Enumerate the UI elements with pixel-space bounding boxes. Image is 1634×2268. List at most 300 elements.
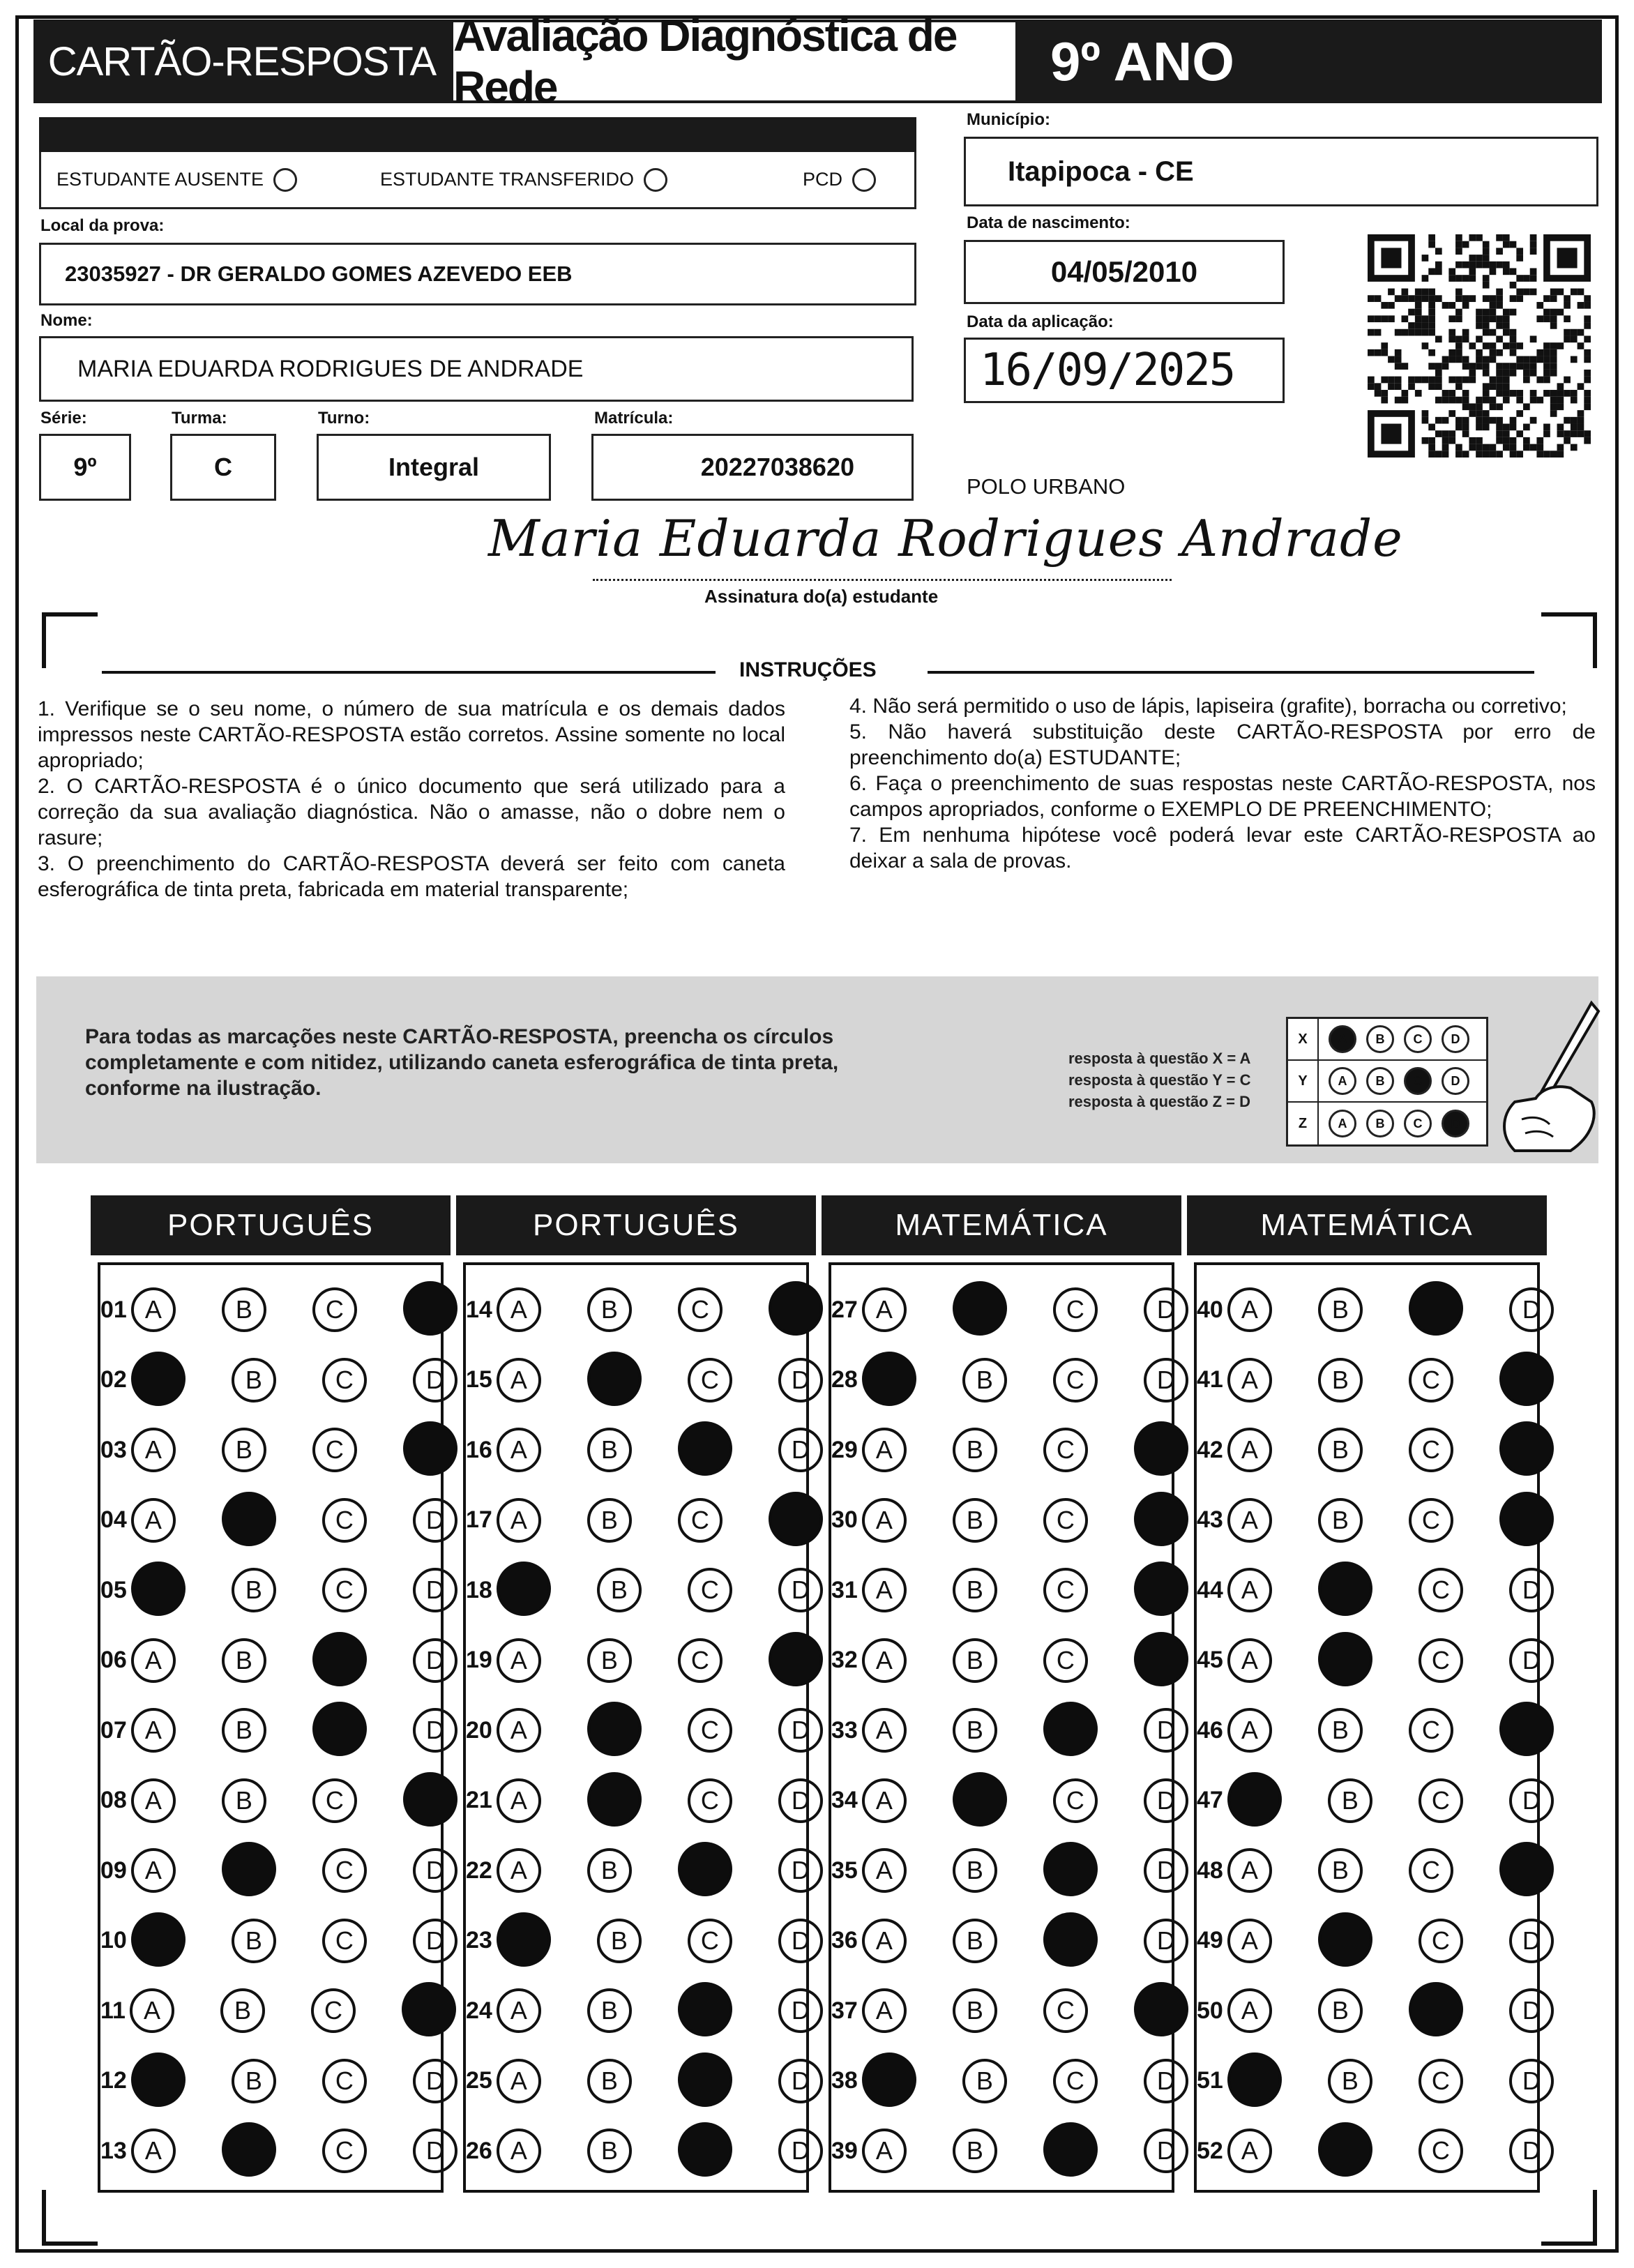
answer-bubble-b[interactable]: B: [597, 1568, 642, 1612]
answer-options: [1227, 1564, 1554, 1616]
answer-bubble-b[interactable]: B: [222, 1778, 266, 1823]
nome-field: [39, 336, 914, 402]
answer-bubble-c[interactable]: C: [1053, 2059, 1098, 2103]
example-bubble-a: A: [1329, 1110, 1356, 1137]
aplicacao-field[interactable]: [964, 338, 1285, 403]
answer-bubble-d[interactable]: D: [1144, 1708, 1188, 1753]
answer-bubble-d[interactable]: D: [413, 2129, 457, 2173]
answer-bubble-c[interactable]: C: [1419, 2129, 1463, 2173]
answer-bubble-a[interactable]: [131, 1562, 186, 1616]
serie-label: Série:: [40, 409, 87, 428]
answer-bubble-b[interactable]: B: [1318, 1498, 1363, 1543]
answer-options: [497, 2055, 823, 2107]
answer-bubble-c[interactable]: C: [1409, 1358, 1453, 1403]
answer-bubble-b[interactable]: [1318, 1562, 1372, 1616]
question-number: 39: [831, 2137, 858, 2164]
question-row: [1197, 1626, 1541, 1695]
answer-bubble-b[interactable]: [587, 1702, 642, 1756]
answer-options: [131, 1635, 457, 1686]
answer-bubble-d[interactable]: [1499, 1352, 1554, 1406]
answer-bubble-a[interactable]: A: [862, 1568, 907, 1612]
answer-bubble-b[interactable]: B: [962, 1358, 1007, 1403]
answer-bubble-c[interactable]: C: [312, 1428, 357, 1472]
answer-bubble-a[interactable]: A: [862, 1708, 907, 1753]
answer-bubble-c[interactable]: C: [1419, 2059, 1463, 2103]
question-number: 24: [466, 1997, 492, 2024]
answer-bubble-b[interactable]: [1318, 1912, 1372, 1967]
question-row: [466, 1555, 810, 1625]
legend-line-y: resposta à questão Y = C: [1068, 1071, 1251, 1089]
answer-bubble-b[interactable]: B: [222, 1428, 266, 1472]
answer-bubble-b[interactable]: [222, 1842, 276, 1896]
answer-bubble-a[interactable]: A: [1227, 1498, 1272, 1543]
question-row: [466, 2116, 810, 2186]
answer-bubble-a[interactable]: A: [1227, 1568, 1272, 1612]
answer-bubble-c[interactable]: C: [678, 1638, 723, 1683]
answer-bubble-c[interactable]: C: [322, 2129, 367, 2173]
answer-bubble-b[interactable]: B: [597, 1919, 642, 1963]
instruction-2: 2. O CARTÃO-RESPOSTA é o único documento que será utilizado para a correção da sua avaliação diagnóstica. Não o amasse, não o dobre nem o rasure;: [38, 775, 785, 849]
answer-bubble-a[interactable]: A: [497, 2059, 541, 2103]
answer-bubble-c[interactable]: [678, 1982, 732, 2036]
answer-options: [497, 1424, 823, 1476]
answer-bubble-b[interactable]: [587, 1352, 642, 1406]
matricula-label: Matrícula:: [594, 409, 674, 428]
question-number: 49: [1197, 1927, 1223, 1953]
answer-bubble-a[interactable]: A: [1227, 1358, 1272, 1403]
section-title: MATEMÁTICA: [1187, 1195, 1547, 1255]
answer-bubble-b[interactable]: B: [953, 1568, 997, 1612]
answer-bubble-c[interactable]: C: [1409, 1498, 1453, 1543]
answer-bubble-c[interactable]: C: [1409, 1708, 1453, 1753]
question-number: 35: [831, 1857, 858, 1884]
answer-bubble-c[interactable]: C: [1053, 1358, 1098, 1403]
answer-bubble-b[interactable]: [222, 2122, 276, 2177]
answer-bubble-a[interactable]: A: [497, 1708, 541, 1753]
turno-field: [317, 434, 551, 501]
answer-bubble-a[interactable]: A: [131, 1498, 176, 1543]
answer-bubble-c[interactable]: [1409, 1281, 1463, 1336]
answer-bubble-d[interactable]: D: [413, 1358, 457, 1403]
answer-bubble-b[interactable]: [953, 1772, 1007, 1827]
answer-bubble-b[interactable]: B: [587, 1638, 632, 1683]
answer-bubble-d[interactable]: D: [1509, 1988, 1554, 2033]
section-title: PORTUGUÊS: [91, 1195, 451, 1255]
answer-bubble-b[interactable]: B: [953, 1638, 997, 1683]
instruction-4: 4. Não será permitido o uso de lápis, lapiseira (grafite), borracha ou corretivo;: [849, 695, 1567, 718]
answer-bubble-c[interactable]: C: [678, 1498, 723, 1543]
answer-bubble-d[interactable]: D: [1509, 2059, 1554, 2103]
answer-bubble-a[interactable]: A: [1227, 2129, 1272, 2173]
answer-options: [497, 1635, 823, 1686]
fill-example-panel: [36, 976, 1598, 1163]
answer-bubble-a[interactable]: A: [497, 1638, 541, 1683]
answer-bubble-a[interactable]: A: [131, 2129, 176, 2173]
question-number: 11: [100, 1997, 126, 2024]
answer-bubble-d[interactable]: [402, 1982, 456, 2036]
answer-bubble-c[interactable]: C: [688, 1358, 732, 1403]
status-pcd-bubble[interactable]: [852, 168, 876, 192]
answer-column: [98, 1262, 444, 2193]
answer-bubble-a[interactable]: A: [130, 1988, 174, 2033]
answer-bubble-a[interactable]: A: [131, 1708, 176, 1753]
answer-bubble-d[interactable]: D: [778, 1358, 823, 1403]
answer-bubble-c[interactable]: C: [1409, 1428, 1453, 1472]
question-row: [1197, 1766, 1541, 1836]
answer-bubble-a[interactable]: A: [131, 1778, 176, 1823]
answer-bubble-d[interactable]: D: [1144, 1778, 1188, 1823]
answer-bubble-b[interactable]: B: [222, 1638, 266, 1683]
answer-bubble-b[interactable]: B: [587, 2129, 632, 2173]
answer-bubble-d[interactable]: D: [1509, 1287, 1554, 1332]
nascimento-label: Data de nascimento:: [967, 213, 1130, 232]
answer-bubble-d[interactable]: D: [1144, 1358, 1188, 1403]
answer-bubble-c[interactable]: C: [688, 1919, 732, 1963]
answer-bubble-d[interactable]: D: [1144, 2059, 1188, 2103]
answer-bubble-b[interactable]: B: [953, 1919, 997, 1963]
answer-options: [497, 2125, 823, 2177]
answer-bubble-a[interactable]: A: [1227, 1919, 1272, 1963]
answer-options: [131, 1845, 457, 1896]
answer-bubble-a[interactable]: A: [1227, 1428, 1272, 1472]
answer-bubble-c[interactable]: C: [1419, 1638, 1463, 1683]
example-row: [1288, 1103, 1486, 1144]
answer-bubble-b[interactable]: B: [232, 1568, 276, 1612]
question-row: [100, 2046, 444, 2116]
answer-bubble-b[interactable]: B: [587, 1287, 632, 1332]
answer-bubble-b[interactable]: B: [587, 2059, 632, 2103]
answer-bubble-d[interactable]: [403, 1772, 457, 1827]
answer-bubble-c[interactable]: [1043, 1702, 1098, 1756]
answer-bubble-b[interactable]: B: [1328, 1778, 1372, 1823]
answer-options: [862, 1775, 1188, 1827]
answer-bubble-d[interactable]: D: [778, 1988, 823, 2033]
answer-bubble-c[interactable]: [1043, 1842, 1098, 1896]
answer-options: [497, 1495, 823, 1546]
answer-options: [862, 2055, 1188, 2107]
answer-bubble-b[interactable]: B: [1328, 2059, 1372, 2103]
question-number: 21: [466, 1787, 492, 1813]
answer-options: [497, 1775, 823, 1827]
answer-bubble-d[interactable]: D: [1509, 1778, 1554, 1823]
answer-bubble-a[interactable]: A: [862, 1638, 907, 1683]
answer-bubble-a[interactable]: [497, 1912, 551, 1967]
answer-bubble-b[interactable]: B: [1318, 1848, 1363, 1893]
answer-bubble-a[interactable]: A: [862, 1919, 907, 1963]
answer-bubble-a[interactable]: [1227, 1772, 1282, 1827]
question-row: [100, 1766, 441, 1836]
answer-bubble-c[interactable]: C: [678, 1287, 723, 1332]
answer-bubble-c[interactable]: C: [1419, 1919, 1463, 1963]
local-label: Local da prova:: [40, 216, 165, 235]
answer-bubble-d[interactable]: D: [413, 1638, 457, 1683]
answer-bubble-a[interactable]: A: [1227, 1708, 1272, 1753]
section-title: MATEMÁTICA: [822, 1195, 1181, 1255]
answer-options: [862, 1845, 1188, 1896]
answer-bubble-d[interactable]: [1134, 1632, 1188, 1686]
question-number: 06: [100, 1647, 127, 1673]
question-number: 22: [466, 1857, 492, 1884]
answer-bubble-b[interactable]: B: [1318, 1708, 1363, 1753]
answer-bubble-a[interactable]: A: [497, 2129, 541, 2173]
answer-bubble-d[interactable]: D: [413, 1498, 457, 1543]
status-options: [39, 152, 916, 209]
answer-bubble-a[interactable]: [862, 1352, 916, 1406]
answer-bubble-a[interactable]: A: [497, 1848, 541, 1893]
answer-bubble-a[interactable]: A: [1227, 1988, 1272, 2033]
answer-bubble-b[interactable]: B: [232, 1358, 276, 1403]
question-row: [466, 1976, 810, 2046]
answer-bubble-a[interactable]: A: [497, 1358, 541, 1403]
answer-bubble-a[interactable]: [497, 1562, 551, 1616]
answer-bubble-b[interactable]: B: [1318, 1428, 1363, 1472]
answer-bubble-c[interactable]: C: [1419, 1568, 1463, 1612]
answer-bubble-d[interactable]: D: [1144, 1848, 1188, 1893]
example-bubble-b: B: [1366, 1025, 1394, 1053]
pen-hand-icon: [1487, 997, 1612, 1158]
answer-options: [131, 1915, 457, 1967]
answer-bubble-b[interactable]: [953, 1281, 1007, 1336]
question-row: [831, 1695, 1175, 1765]
question-row: [831, 1555, 1172, 1625]
answer-bubble-d[interactable]: [1134, 1562, 1188, 1616]
answer-bubble-b[interactable]: B: [953, 2129, 997, 2173]
answer-bubble-b[interactable]: [587, 1772, 642, 1827]
answer-bubble-a[interactable]: A: [497, 1428, 541, 1472]
matricula-field: [591, 434, 914, 501]
question-number: 14: [466, 1296, 492, 1323]
answer-bubble-b[interactable]: B: [962, 2059, 1007, 2103]
answer-bubble-b[interactable]: B: [1318, 1358, 1363, 1403]
question-number: 41: [1197, 1366, 1223, 1393]
answer-bubble-d[interactable]: [1499, 1421, 1554, 1476]
status-absent-bubble[interactable]: [273, 168, 297, 192]
answer-bubble-b[interactable]: B: [587, 1848, 632, 1893]
answer-bubble-a[interactable]: A: [497, 1988, 541, 2033]
answer-bubble-d[interactable]: D: [778, 1428, 823, 1472]
answer-bubble-d[interactable]: D: [1144, 2129, 1188, 2173]
answer-bubble-c[interactable]: [678, 1842, 732, 1896]
answer-bubble-b[interactable]: [1318, 1632, 1372, 1686]
answer-bubble-c[interactable]: C: [322, 1358, 367, 1403]
question-number: 17: [466, 1506, 492, 1533]
answer-bubble-c[interactable]: [1043, 2122, 1098, 2177]
answer-bubble-a[interactable]: [131, 1352, 186, 1406]
answer-bubble-a[interactable]: [862, 2052, 916, 2107]
answer-bubble-d[interactable]: D: [1509, 1919, 1554, 1963]
question-number: 20: [466, 1716, 492, 1744]
answer-bubble-b[interactable]: B: [587, 1988, 632, 2033]
answer-bubble-d[interactable]: D: [413, 1848, 457, 1893]
answer-bubble-b[interactable]: B: [587, 1428, 632, 1472]
question-number: 02: [100, 1366, 127, 1393]
answer-bubble-d[interactable]: D: [413, 1919, 457, 1963]
answer-options: [131, 1495, 457, 1546]
status-transferred-bubble[interactable]: [644, 168, 667, 192]
instructions-rule-left: [102, 671, 716, 674]
answer-bubble-c[interactable]: C: [1409, 1848, 1453, 1893]
answer-bubble-d[interactable]: D: [778, 1778, 823, 1823]
answer-bubble-a[interactable]: A: [862, 1778, 907, 1823]
answer-bubble-b[interactable]: B: [953, 1988, 997, 2033]
answer-bubble-a[interactable]: [1227, 2052, 1282, 2107]
answer-bubble-c[interactable]: [1043, 1912, 1098, 1967]
answer-bubble-c[interactable]: C: [322, 1919, 367, 1963]
question-number: 33: [831, 1716, 858, 1744]
answer-bubble-b[interactable]: B: [587, 1498, 632, 1543]
answer-bubble-d[interactable]: D: [778, 1568, 823, 1612]
answer-bubble-c[interactable]: C: [311, 1988, 356, 2033]
answer-bubble-c[interactable]: [678, 2122, 732, 2177]
answer-bubble-d[interactable]: [1134, 1492, 1188, 1546]
answer-bubble-d[interactable]: D: [1509, 1568, 1554, 1612]
instructions-right-column: [849, 693, 1596, 874]
answer-bubble-d[interactable]: D: [1509, 1638, 1554, 1683]
answer-bubble-c[interactable]: C: [688, 1778, 732, 1823]
answer-bubble-b[interactable]: B: [232, 2059, 276, 2103]
answer-bubble-a[interactable]: A: [497, 1498, 541, 1543]
answer-bubble-b[interactable]: [222, 1492, 276, 1546]
answer-bubble-a[interactable]: A: [862, 1287, 907, 1332]
answer-bubble-c[interactable]: C: [1043, 1428, 1088, 1472]
answer-bubble-c[interactable]: [678, 1421, 732, 1476]
answer-bubble-a[interactable]: A: [131, 1428, 176, 1472]
answer-bubble-d[interactable]: [403, 1281, 457, 1336]
fill-example-text: Para todas as marcações neste CARTÃO-RESPOSTA, preencha os círculos completamente e com nitidez, utilizando caneta esferográfica de tinta preta, conforme na ilustração.: [85, 1025, 839, 1100]
answer-bubble-b[interactable]: B: [1318, 1988, 1363, 2033]
answer-bubble-a[interactable]: A: [131, 1638, 176, 1683]
answer-bubble-d[interactable]: D: [1144, 1919, 1188, 1963]
answer-bubble-c[interactable]: C: [322, 1848, 367, 1893]
question-number: 12: [100, 2067, 127, 2094]
answer-bubble-a[interactable]: [131, 1912, 186, 1967]
answer-bubble-c[interactable]: [1409, 1982, 1463, 2036]
answer-bubble-b[interactable]: [1318, 2122, 1372, 2177]
answer-bubble-c[interactable]: C: [312, 1287, 357, 1332]
question-row: [831, 1626, 1172, 1695]
answer-bubble-b[interactable]: B: [953, 1428, 997, 1472]
answer-bubble-b[interactable]: B: [953, 1498, 997, 1543]
instructions-rule-right: [928, 671, 1534, 674]
answer-bubble-d[interactable]: [769, 1492, 823, 1546]
answer-bubble-c[interactable]: C: [1053, 1778, 1098, 1823]
answer-bubble-c[interactable]: C: [1043, 1988, 1088, 2033]
answer-options: [131, 1775, 457, 1827]
question-row: [466, 1836, 810, 1905]
answer-bubble-a[interactable]: A: [131, 1287, 176, 1332]
answer-bubble-d[interactable]: D: [778, 2129, 823, 2173]
answer-bubble-c[interactable]: C: [322, 1568, 367, 1612]
municipio-value: Itapipoca - CE: [1008, 156, 1194, 187]
answer-options: [497, 1564, 823, 1616]
signature-line: [593, 579, 1172, 581]
status-pcd[interactable]: [803, 168, 876, 192]
answer-bubble-d[interactable]: [769, 1632, 823, 1686]
answer-bubble-d[interactable]: [403, 1421, 457, 1476]
answer-bubble-a[interactable]: A: [497, 1287, 541, 1332]
answer-options: [497, 1284, 823, 1336]
answer-bubble-b[interactable]: B: [220, 1988, 265, 2033]
answer-options: [862, 2125, 1188, 2177]
answer-bubble-b[interactable]: B: [953, 1848, 997, 1893]
question-number: 34: [831, 1787, 858, 1813]
answer-bubble-c[interactable]: [678, 2052, 732, 2107]
answer-bubble-c[interactable]: C: [322, 2059, 367, 2103]
answer-column: [829, 1262, 1174, 2193]
example-bubble-c: C: [1404, 1025, 1432, 1053]
answer-bubble-c[interactable]: C: [312, 1778, 357, 1823]
answer-bubble-d[interactable]: [1499, 1492, 1554, 1546]
answer-bubble-d[interactable]: D: [413, 2059, 457, 2103]
answer-bubble-d[interactable]: D: [778, 1848, 823, 1893]
answer-bubble-d[interactable]: D: [778, 2059, 823, 2103]
answer-bubble-c[interactable]: [312, 1702, 367, 1756]
answer-bubble-d[interactable]: D: [1509, 2129, 1554, 2173]
answer-bubble-a[interactable]: A: [862, 1498, 907, 1543]
answer-bubble-d[interactable]: D: [778, 1708, 823, 1753]
answer-bubble-b[interactable]: B: [953, 1708, 997, 1753]
answer-bubble-c[interactable]: C: [688, 1708, 732, 1753]
answer-bubble-a[interactable]: A: [131, 1848, 176, 1893]
answer-bubble-d[interactable]: D: [1144, 1287, 1188, 1332]
answer-bubble-d[interactable]: [1134, 1421, 1188, 1476]
answer-bubble-a[interactable]: A: [862, 1428, 907, 1472]
answer-bubble-a[interactable]: [131, 2052, 186, 2107]
answer-bubble-d[interactable]: [769, 1281, 823, 1336]
answer-bubble-c[interactable]: C: [1043, 1568, 1088, 1612]
answer-bubble-c[interactable]: C: [322, 1498, 367, 1543]
answer-options: [1227, 1845, 1554, 1896]
answer-bubble-c[interactable]: C: [1053, 1287, 1098, 1332]
question-number: 18: [466, 1576, 492, 1603]
answer-bubble-b[interactable]: B: [222, 1287, 266, 1332]
example-bubble-b: B: [1366, 1067, 1394, 1095]
answer-bubble-c[interactable]: C: [1043, 1498, 1088, 1543]
answer-bubble-b[interactable]: B: [1318, 1287, 1363, 1332]
answer-bubble-c[interactable]: C: [1419, 1778, 1463, 1823]
answer-bubble-a[interactable]: A: [1227, 1287, 1272, 1332]
answer-bubble-b[interactable]: B: [232, 1919, 276, 1963]
answer-bubble-a[interactable]: A: [862, 1988, 907, 2033]
answer-bubble-d[interactable]: D: [778, 1919, 823, 1963]
status-transferred[interactable]: [380, 168, 667, 192]
answer-bubble-d[interactable]: [1134, 1982, 1188, 2036]
status-absent[interactable]: [56, 168, 297, 192]
instruction-5: 5. Não haverá substituição deste CARTÃO-RESPOSTA por erro de preenchimento do(a) ESTUDANTE;: [849, 720, 1596, 769]
question-number: 31: [831, 1576, 858, 1603]
answer-bubble-c[interactable]: [312, 1632, 367, 1686]
answer-bubble-d[interactable]: [1499, 1842, 1554, 1896]
question-number: 38: [831, 2067, 858, 2094]
answer-bubble-d[interactable]: D: [413, 1708, 457, 1753]
corner-mark-bottom-left: [42, 2190, 98, 2246]
answer-bubble-a[interactable]: A: [862, 2129, 907, 2173]
answer-bubble-c[interactable]: C: [688, 1568, 732, 1612]
answer-bubble-a[interactable]: A: [497, 1778, 541, 1823]
answer-options: [862, 1704, 1188, 1756]
answer-bubble-b[interactable]: B: [222, 1708, 266, 1753]
answer-bubble-a[interactable]: A: [1227, 1848, 1272, 1893]
answer-bubble-d[interactable]: D: [413, 1568, 457, 1612]
answer-bubble-d[interactable]: [1499, 1702, 1554, 1756]
answer-bubble-a[interactable]: A: [862, 1848, 907, 1893]
example-question-label: Z: [1288, 1103, 1319, 1144]
answer-bubble-c[interactable]: C: [1043, 1638, 1088, 1683]
answer-bubble-a[interactable]: A: [1227, 1638, 1272, 1683]
local-value: 23035927 - DR GERALDO GOMES AZEVEDO EEB: [65, 262, 573, 286]
municipio-label: Município:: [967, 110, 1050, 129]
question-number: 25: [466, 2067, 492, 2094]
